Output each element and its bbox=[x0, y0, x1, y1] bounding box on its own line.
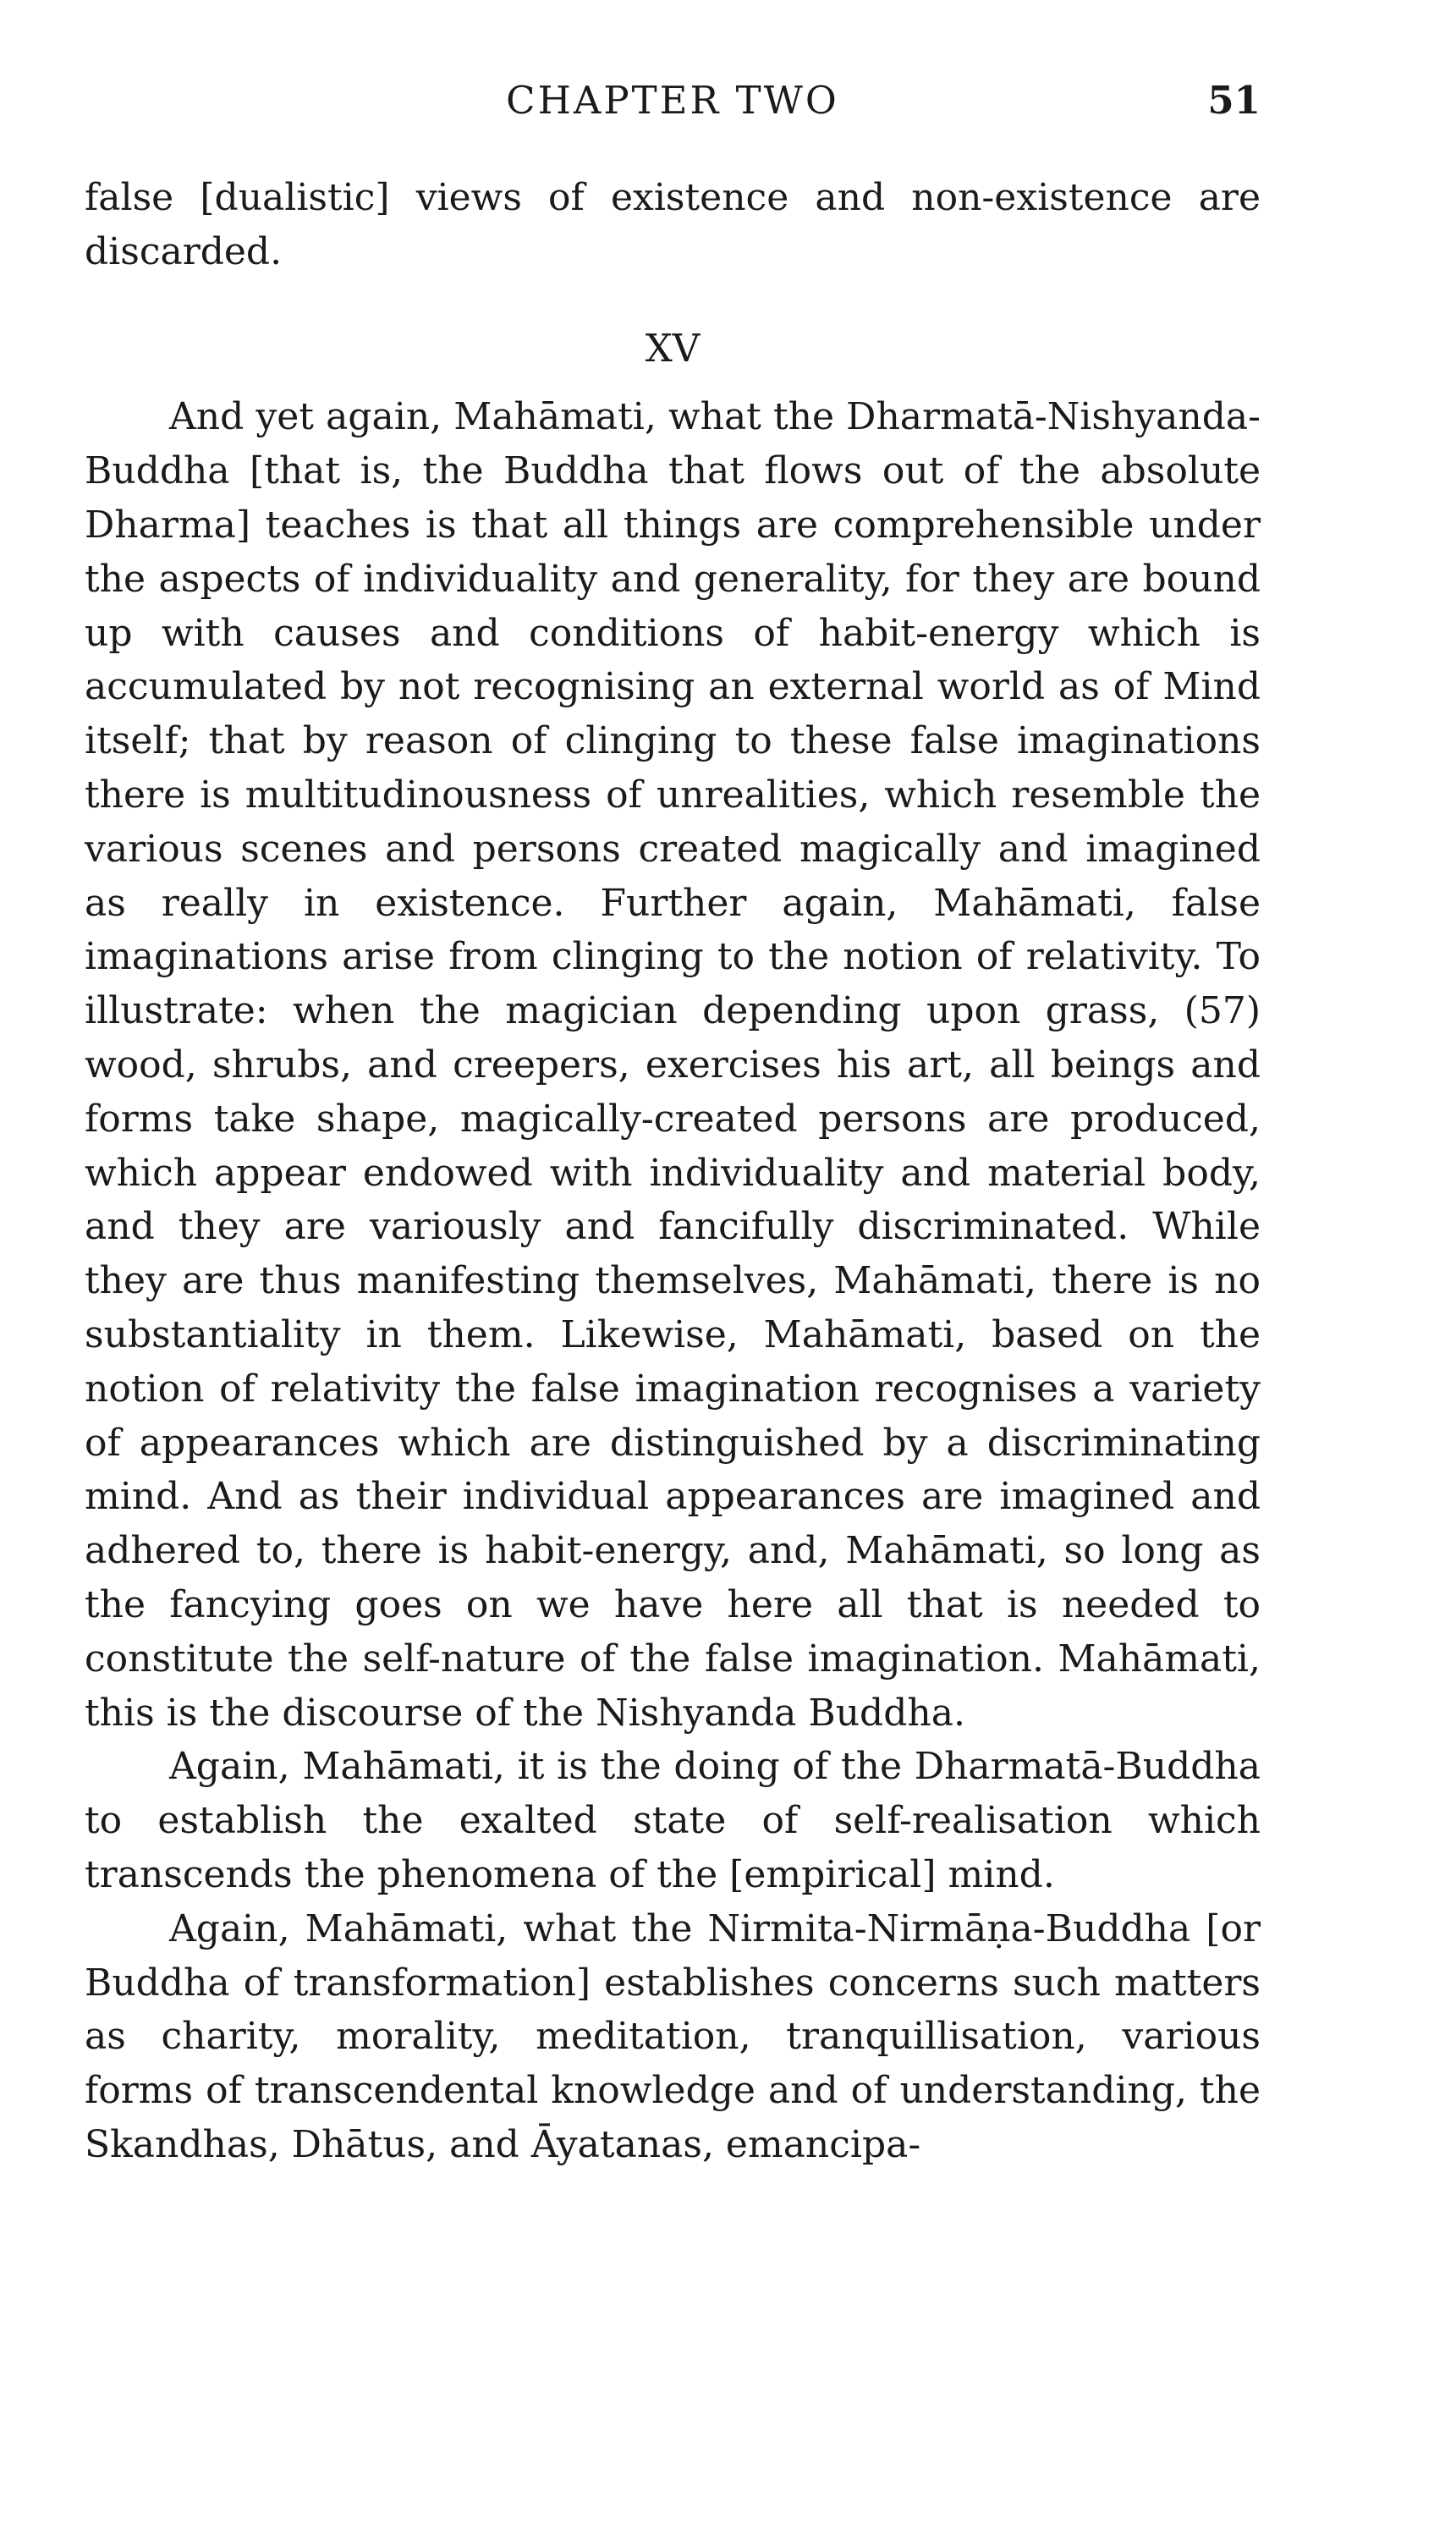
body-text bbox=[85, 171, 1261, 2172]
page-number: 51 bbox=[1207, 78, 1261, 123]
paragraph-dharmata-buddha: Again, Mahāmati, it is the doing of the Dharmatā-Buddha to establish the exalted state of self-realisation which transcends the phenomena of the [empirical] mind. bbox=[85, 1745, 1261, 1896]
chapter-title: CHAPTER TWO bbox=[506, 78, 839, 123]
continuation-paragraph: false [dualistic] views of existence and non-existence are discarded. bbox=[85, 176, 1261, 273]
section-number: XV bbox=[645, 325, 701, 371]
running-head bbox=[85, 78, 1261, 129]
paragraph-dharmata-nishyanda-buddha: And yet again, Mahāmati, what the Dharmatā-Nishyanda-Buddha [that is, the Buddha that flows out of the absolute Dharma] teaches is that all things are comprehensible under the aspects of individuality and generality, for they are bound up with causes and conditions of habit-energy which is accumulated by not recognising an external world as of Mind itself; that by reason of clinging to these false imaginations there is multitudinousness of unrealities, which resemble the various scenes and persons created magically and imagined as really in existence. Further again, Mahāmati, false imaginations arise from clinging to the notion of relativity. To illustrate: when the magician depending upon grass, (57) wood, shrubs, and creepers, exercises his art, all beings and forms take shape, magically-created persons are produced, which appear endowed with individuality and material body, and they are variously and fancifully discriminated. While they are thus manifesting themselves, Mahāmati, there is no substantiality in them. Likewise, Mahāmati, based on the notion of relativity the false imagination recognises a variety of appearances which are distinguished by a discriminating mind. And as their individual appearances are imagined and adhered to, there is habit-energy, and, Mahāmati, so long as the fancying goes on we have here all that is needed to constitute the self-nature of the false imagination. Mahāmati, this is the discourse of the Nishyanda Buddha. bbox=[85, 395, 1261, 1735]
paragraph-nirmita-nirmana-buddha: Again, Mahāmati, what the Nirmita-Nirmāṇa-Buddha [or Buddha of transformation] establishes concerns such matters as charity, morality, meditation, tranquillisation, various forms of transcendental knowledge and of understanding, the Skandhas, Dhātus, and Āyatanas, emancipa- bbox=[85, 1906, 1261, 2166]
